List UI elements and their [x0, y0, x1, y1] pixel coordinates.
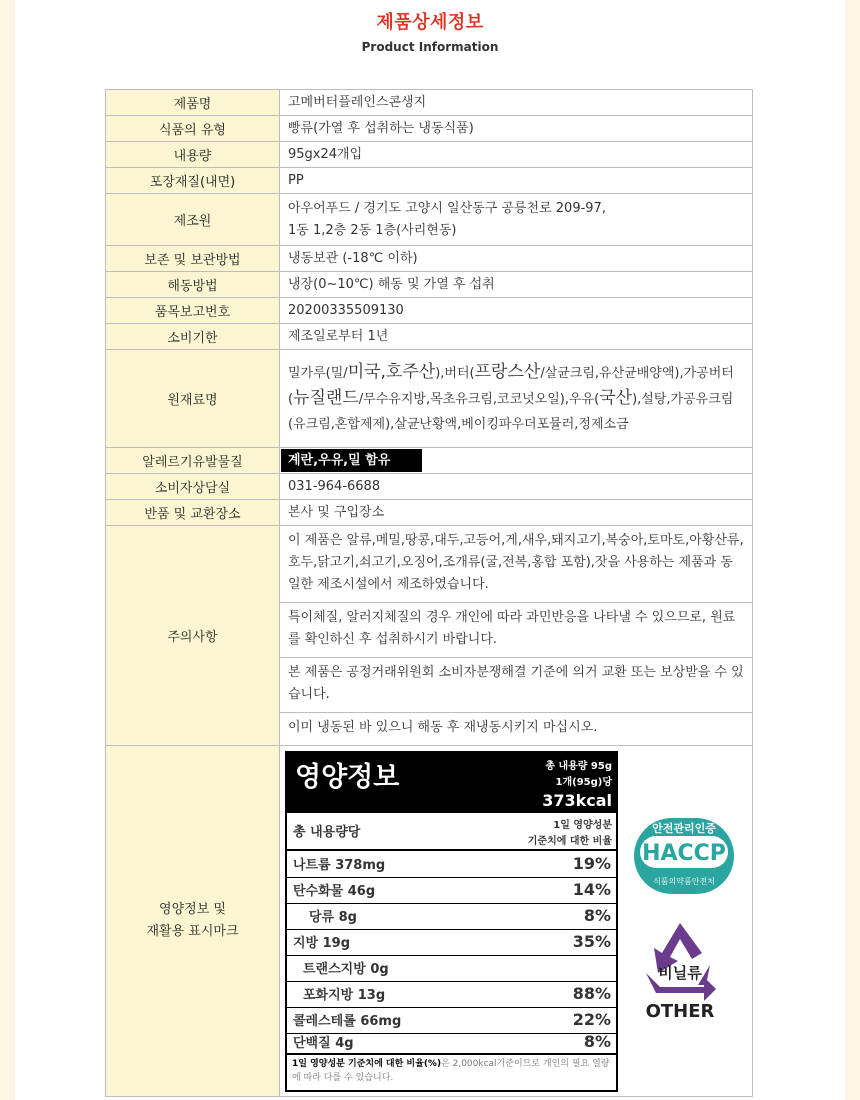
row-label: 포장재질(내면): [106, 168, 280, 194]
allergen-badge: 계란,우유,밀 함유: [281, 449, 422, 472]
origin-text: 뉴질랜드: [293, 388, 359, 408]
table-row: [106, 298, 753, 324]
table-row: [106, 474, 753, 500]
table-row: [106, 90, 753, 116]
row-label: 반품 및 교환장소: [106, 500, 280, 526]
nutrition-label-line1: 영양정보 및: [159, 902, 226, 917]
row-label: 제조원: [106, 194, 280, 246]
row-label: [106, 746, 280, 1097]
page-title: 제품상세정보: [376, 12, 484, 33]
origin-text: 프랑스산: [474, 362, 541, 382]
nutrient-row: [287, 903, 616, 930]
nutrient-row: [287, 877, 616, 904]
table-row-nutrition: [106, 746, 753, 1097]
row-value: [280, 448, 753, 474]
ingredients-text: ),버터(: [435, 366, 475, 381]
row-label: 보존 및 보관방법: [106, 246, 280, 272]
nutrient-name: 나트륨 378mg: [293, 858, 386, 873]
product-info-table: [105, 89, 753, 1097]
haccp-sub-text: 식품의약품안전처: [653, 877, 715, 886]
origin-text: 국산: [599, 388, 633, 408]
manufacturer-line2: 1동 1,2층 2동 1층(사리현동): [288, 222, 457, 238]
row-value: 95gx24개입: [280, 142, 753, 168]
nutrition-header: [287, 753, 616, 813]
nutrient-name: 지방 19g: [293, 936, 351, 951]
table-row: [106, 142, 753, 168]
footnote-bold: 1일 영양성분 기준치에 대한 비율(%): [292, 1059, 442, 1069]
haccp-main-text: HACCP: [642, 841, 726, 866]
nutrition-facts-panel: [285, 751, 618, 1092]
nutrient-name: 당류 8g: [309, 910, 357, 925]
nutrient-row: [287, 851, 616, 878]
table-row-ingredients: [106, 350, 753, 448]
table-row: [106, 324, 753, 350]
nutrition-subheader: [287, 813, 616, 851]
row-value: 냉장(0~10℃) 해동 및 가열 후 섭취: [280, 272, 753, 298]
nutrient-row: [287, 955, 616, 982]
row-value: 제조일로부터 1년: [280, 324, 753, 350]
nutrition-footnote: [287, 1053, 616, 1090]
ingredients-text: 밀가루(밀/: [288, 366, 348, 381]
origin-text: 미국,호주산: [347, 362, 436, 382]
nutrient-row: [287, 929, 616, 956]
haccp-logo-icon: [632, 816, 736, 896]
nutrient-percent: 88%: [572, 984, 611, 1003]
caution-item: 특이체질, 알러지체질의 경우 개인에 따라 과민반응을 나타낼 수 있으므로, 원료를 확인하신 후 섭취하시기 바랍니다.: [280, 603, 752, 658]
table-row: [106, 246, 753, 272]
nutrient-percent: 8%: [583, 1032, 611, 1051]
row-value: PP: [280, 168, 753, 194]
row-label: 품목보고번호: [106, 298, 280, 324]
row-label: 소비자상담실: [106, 474, 280, 500]
caution-item: 본 제품은 공정거래위원회 소비자분쟁해결 기준에 의거 교환 또는 보상받을 수 있습니다.: [280, 658, 752, 713]
footnote-text: 은 2,000kcal기준이므로 개인의 필요 열량에 따라 다를 수 있습니다.: [292, 1059, 610, 1083]
recycle-sub: OTHER: [645, 1001, 715, 1021]
nutrient-name: 탄수화물 46g: [293, 884, 376, 899]
row-label: 제품명: [106, 90, 280, 116]
nutrition-title: 영양정보: [295, 762, 400, 793]
nutrient-percent: 8%: [583, 906, 611, 925]
row-label: 해동방법: [106, 272, 280, 298]
row-label: 내용량: [106, 142, 280, 168]
ingredients-text: /무수유지방,목초유크림,코코넛오일),우유(: [358, 392, 600, 407]
total-label: 총 내용량당: [293, 825, 361, 840]
serving-unit: 1개(95g)당: [555, 777, 612, 788]
row-label: 주의사항: [106, 526, 280, 746]
page-subtitle: Product Information: [361, 40, 499, 54]
row-value: 냉동보관 (-18℃ 이하): [280, 246, 753, 272]
row-value: 고메버터플레인스콘생지: [280, 90, 753, 116]
nutrient-row: [287, 1027, 616, 1051]
row-value: 빵류(가열 후 섭취하는 냉동식품): [280, 116, 753, 142]
caution-item: 이미 냉동된 바 있으니 해동 후 재냉동시키지 마십시오.: [288, 720, 598, 735]
ingredients-text: ),설탕,가공유크림(유크림,혼합제제),살균난황액,베이킹파우더포뮬러,정제소금: [288, 392, 734, 432]
nutrient-percent: 14%: [572, 880, 611, 899]
row-value: [280, 194, 753, 246]
table-row: [106, 116, 753, 142]
nutrient-name: 트랜스지방 0g: [303, 962, 389, 977]
table-row: [106, 194, 753, 246]
haccp-arc-text: 안전관리인증: [652, 822, 716, 835]
row-label: 알레르기유발물질: [106, 448, 280, 474]
table-row-allergen: [106, 448, 753, 474]
caution-value: [280, 526, 753, 746]
recycle-mark-icon: [640, 921, 720, 1021]
row-label: 식품의 유형: [106, 116, 280, 142]
dv-label-line1: 1일 영양성분: [553, 820, 612, 831]
nutrient-name: 포화지방 13g: [303, 988, 386, 1003]
recycle-label: 비닐류: [658, 964, 702, 982]
manufacturer-line1: 아우어푸드 / 경기도 고양시 일산동구 공릉천로 209-97,: [288, 200, 606, 216]
ingredients-text: /살균크림,유산균배양액),가공버터(: [288, 366, 734, 407]
table-row: [106, 272, 753, 298]
row-value: 20200335509130: [280, 298, 753, 324]
calories: 373kcal: [542, 791, 612, 810]
nutrient-name: 콜레스테롤 66mg: [293, 1014, 402, 1029]
nutrient-percent: 35%: [572, 932, 611, 951]
table-row: [106, 500, 753, 526]
nutrient-percent: 22%: [572, 1010, 611, 1029]
row-label: 원재료명: [106, 350, 280, 448]
row-value: 031-964-6688: [280, 474, 753, 500]
nutrient-row: [287, 981, 616, 1008]
table-row: [106, 168, 753, 194]
dv-label-line2: 기준치에 대한 비율: [527, 836, 612, 847]
row-value: 본사 및 구입장소: [280, 500, 753, 526]
serving-total: 총 내용량 95g: [545, 761, 612, 772]
caution-item: 이 제품은 알류,메밀,땅콩,대두,고등어,게,새우,돼지고기,복숭아,토마토,아황산류,호두,닭고기,쇠고기,오징어,조개류(굴,전복,홍합 포함),잣을 사용하는 제품과 동일한 제조시설에서 제조하였습니다.: [280, 526, 752, 603]
nutrient-name: 단백질 4g: [293, 1036, 354, 1051]
nutrition-cell: [280, 746, 753, 1097]
ingredients-value: [280, 350, 753, 448]
nutrient-percent: 19%: [572, 854, 611, 873]
row-label: 소비기한: [106, 324, 280, 350]
nutrition-label-line2: 재활용 표시마크: [146, 924, 239, 939]
table-row-caution: [106, 526, 753, 746]
